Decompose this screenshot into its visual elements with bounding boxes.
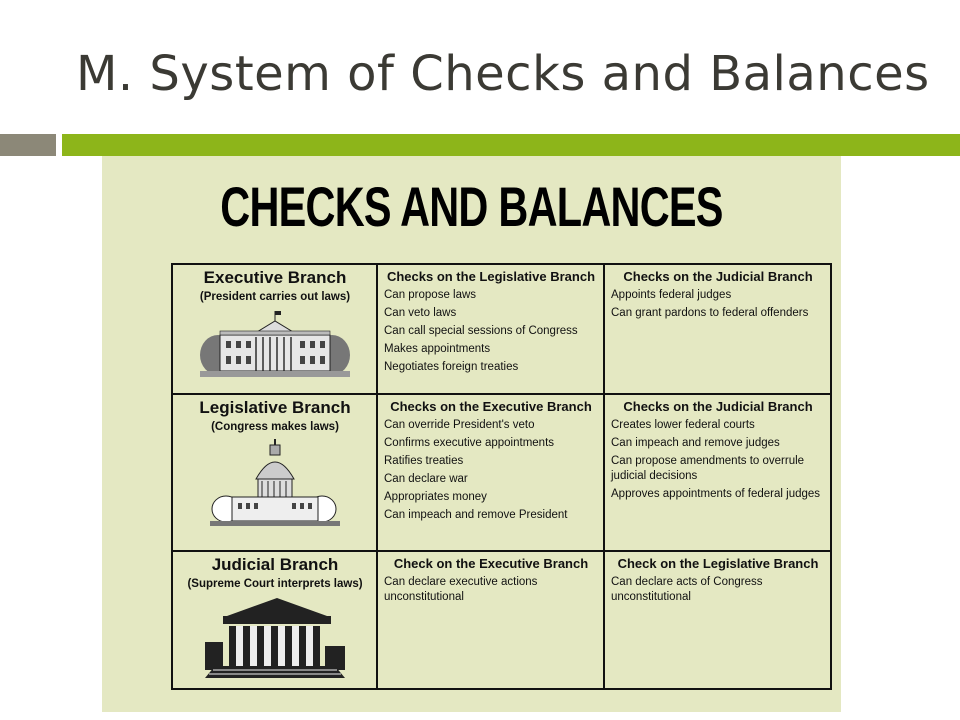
check-item: Can propose amendments to overrule judicial decisions [611, 455, 805, 482]
branch-role: (Supreme Court interprets laws) [187, 578, 363, 590]
white-house-icon [200, 309, 350, 379]
check-cell [377, 551, 604, 689]
branch-name: Executive Branch [203, 268, 347, 287]
check-item: Can impeach and remove President [384, 509, 568, 521]
check-item: Makes appointments [384, 343, 491, 355]
check-heading: Check on the Executive Branch [393, 556, 589, 571]
branch-cell [172, 264, 377, 394]
checks-table [171, 263, 832, 690]
check-heading: Checks on the Executive Branch [390, 399, 592, 414]
supreme-court-icon [205, 596, 345, 680]
check-item: Negotiates foreign treaties [384, 361, 519, 373]
check-item: Confirms executive appointments [384, 437, 555, 449]
check-item: Can propose laws [384, 289, 477, 301]
check-item: Creates lower federal courts [611, 419, 755, 431]
check-heading: Checks on the Judicial Branch [623, 399, 813, 414]
check-item: Can veto laws [384, 307, 457, 319]
check-cell [377, 394, 604, 551]
branch-cell [172, 394, 377, 551]
branch-role: (President carries out laws) [199, 291, 351, 303]
check-item: Ratifies treaties [384, 455, 464, 467]
table-row [172, 264, 831, 394]
check-heading: Checks on the Judicial Branch [623, 269, 813, 284]
branch-name: Judicial Branch [211, 555, 339, 574]
branch-cell [172, 551, 377, 689]
check-cell [604, 394, 831, 551]
capitol-building-icon [210, 439, 340, 527]
check-cell [377, 264, 604, 394]
check-item: Approves appointments of federal judges [611, 488, 821, 500]
branch-name: Legislative Branch [199, 398, 351, 417]
check-item: Can declare acts of Congress unconstitutional [611, 576, 763, 603]
check-item: Can grant pardons to federal offenders [611, 307, 809, 319]
check-item: Appoints federal judges [611, 289, 732, 301]
check-item: Can override President's veto [384, 419, 535, 431]
check-item: Can declare war [384, 473, 468, 485]
branch-role: (Congress makes laws) [211, 421, 339, 433]
table-row [172, 394, 831, 551]
check-cell [604, 264, 831, 394]
table-row [172, 551, 831, 689]
check-item: Appropriates money [384, 491, 487, 503]
check-item: Can call special sessions of Congress [384, 325, 578, 337]
slide-title: M. System of Checks and Balances [76, 46, 930, 102]
accent-bar-green [62, 134, 960, 156]
check-heading: Check on the Legislative Branch [617, 556, 819, 571]
check-heading: Checks on the Legislative Branch [386, 269, 596, 284]
figure-title: CHECKS AND BALANCES [220, 175, 723, 238]
checks-and-balances-figure [102, 156, 841, 712]
check-item: Can declare executive actions unconstitutional [384, 576, 538, 603]
accent-bar-gray [0, 134, 56, 156]
check-item: Can impeach and remove judges [611, 437, 780, 449]
check-cell [604, 551, 831, 689]
